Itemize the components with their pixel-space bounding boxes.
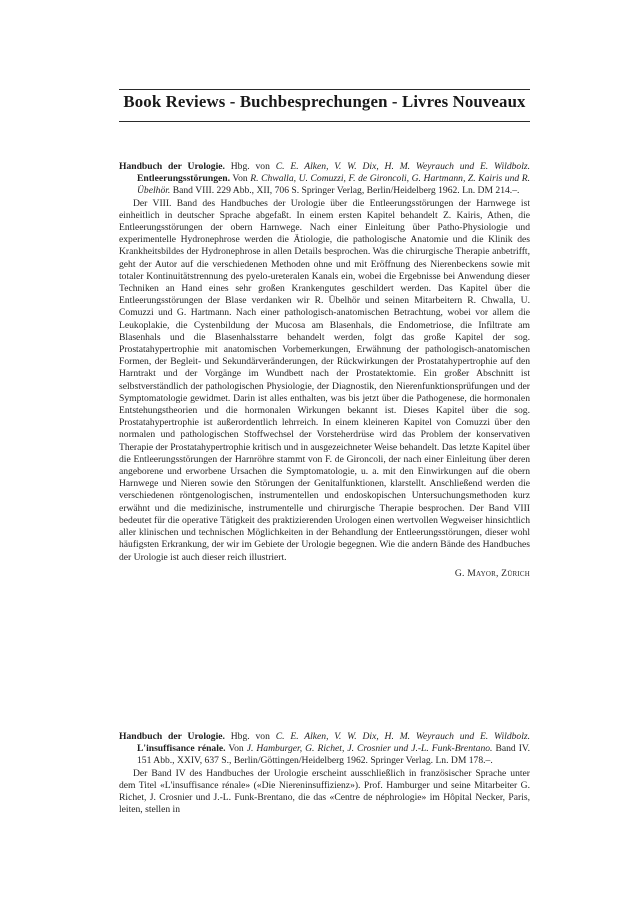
review-2-authors: J. Hamburger, G. Richet, J. Crosnier und J.-L. Funk-Brentano. xyxy=(246,743,493,755)
review-1-authors: R. Chwalla, U. Comuzzi, F. de Gironcoli, G. Hartmann, Z. Kairis und R. Übelhör. xyxy=(137,173,530,197)
review-1-citation xyxy=(119,161,530,198)
review-1-editors-prefix: Hbg. von xyxy=(230,161,270,172)
review-1-series: Handbuch der Urologie. xyxy=(119,161,225,172)
review-2-authors-prefix: Von xyxy=(228,743,244,755)
review-2-editors-prefix: Hbg. von xyxy=(230,731,270,742)
review-1-body: Der VIII. Band des Handbuches der Urologie über die Entleerungsstörungen der Harnwege ist einheitlich in deutscher Sprache abgefaßt. In einem ersten Kapitel behandelt Z. Kairis, Athen, die Entleerungsstörungen der obern Harnwege. Nach einer Einleitung über Patho-Physiologie und experimentelle Hydronephrose werden die Ätiologie, die pathologische Anatomie und die Klinik des Krankheitsbildes der Hydronephrose in allen Details besprochen. Was die chirurgische Therapie anbetrifft, geht der Autor auf die verschiedenen Methoden ohne und mit Eröffnung des Nierenbeckens sowie mit totaler Kontinuitätstrennung des pyelo-ureteralen Kanals ein, wobei die Ergebnisse bei Anwendung dieser Techniken an Hand eines sehr großen Krankengutes geschildert werden. Das Kapitel über die Entleerungsstörungen der Blase verdanken wir R. Übelhör und seinen Mitarbeitern R. Chwalla, U. Comuzzi und G. Hartmann. Nach einer pathologisch-anatomischen Betrachtung, wobei vor allem die Leukoplakie, die Cystenbildung der Mucosa am Blasenhals, die Endometriose, die Infiltrate am Blasenhals und die Blasenhalsstarre behandelt werden, folgt das große Kapitel der sog. Prostatahypertrophie mit anatomischen Vorbemerkungen, Erwähnung der pathologisch-anatomischen Formen, der Begleit- und Sekundärveränderungen, der Rückwirkungen der Prostatahypertrophie auf den Harntrakt und der Vorgänge im Wundbett nach der Prostatektomie. Ein großer Abschnitt ist selbstverständlich der pathologischen Physiologie, der Diagnostik, den Nierenfunktionsprüfungen und der Symptomatologie gewidmet. Darin ist alles enthalten, was bis jetzt über die Pathogenese, die hormonalen Entstehungstheorien und die hormonalen Wirkungen bekannt ist. Dieses Kapitel über die sog. Prostatahypertrophie ist außerordentlich lehrreich. In einem kleineren Kapitel von Comuzzi über den normalen und pathologischen Stoffwechsel der Vorsteherdrüse wird das Problem der konservativen Therapie der Prostatahypertrophie kritisch und in ausgezeichneter Weise behandelt. Das letzte Kapitel über die Entleerungsstörungen der Harnröhre stammt von F. de Gironcoli, der nach einer Einleitung über deren angeborene und erworbene Ursachen die Symptomatologie, u. a. mit den Einwirkungen auf die obern Harnwege und Nieren sowie den Störungen der Genitalfunktionen, klarstellt. Anschließend werden die verschiedenen röntgenologischen, instrumentellen und endoskopischen Untersuchungsmethoden kurz erwähnt und die medizinische, instrumentelle und chirurgische Therapie besprochen. Der Band VIII bedeutet für die operative Tätigkeit des praktizierenden Urologen einen wertvollen Wegweiser hinsichtlich aller klinischen und technischen Möglichkeiten in der Behandlung der Entleerungsstörungen, dieser wohl häufigsten Erkrankung, der wir im Gebiete der Urologie begegnen. Wie die andern Bände des Handbuches der Urologie ist auch dieser reich illustriert. xyxy=(119,197,530,563)
review-2-citation xyxy=(119,731,530,768)
review-1-authors-prefix: Von xyxy=(232,173,248,185)
review-1-editors: C. E. Alken, V. W. Dix, H. M. Weyrauch und E. Wildbolz. xyxy=(275,161,531,172)
review-1-book-title: Entleerungsstörungen. xyxy=(137,173,231,185)
review-1-signature: G. Mayor, Zürich xyxy=(454,567,530,579)
review-2-publication-details: Band IV. 151 Abb., XXIV, 637 S., Berlin/Göttingen/Heidelberg 1962. Springer Verlag. Ln. DM 178.–. xyxy=(137,743,531,767)
review-1-publication-details: Band VIII. 229 Abb., XII, 706 S. Springer Verlag, Berlin/Heidelberg 1962. Ln. DM 214.–. xyxy=(172,185,520,197)
header-top-rule xyxy=(119,89,530,90)
review-2 xyxy=(119,731,530,816)
review-1 xyxy=(119,161,530,580)
header-bottom-rule xyxy=(119,121,530,122)
review-2-book-title: L'insuffisance rénale. xyxy=(137,743,226,755)
review-2-series: Handbuch der Urologie. xyxy=(119,731,225,742)
review-2-editors: C. E. Alken, V. W. Dix, H. M. Weyrauch und E. Wildbolz. xyxy=(275,731,531,742)
review-2-body: Der Band IV des Handbuches der Urologie erscheint ausschließlich in französischer Sprache unter dem Titel «L'insuffisance rénale» («Die Niereninsuffizienz»). Prof. Hamburger und seine Mitarbeiter G. Richet, J. Crosnier und J.-L. Funk-Brentano, die das «Centre de néphrologie» im Hôpital Necker, Paris, leiten, stellen in xyxy=(119,767,530,816)
section-heading: Book Reviews - Buchbesprechungen - Livres Nouveaux xyxy=(123,92,526,111)
